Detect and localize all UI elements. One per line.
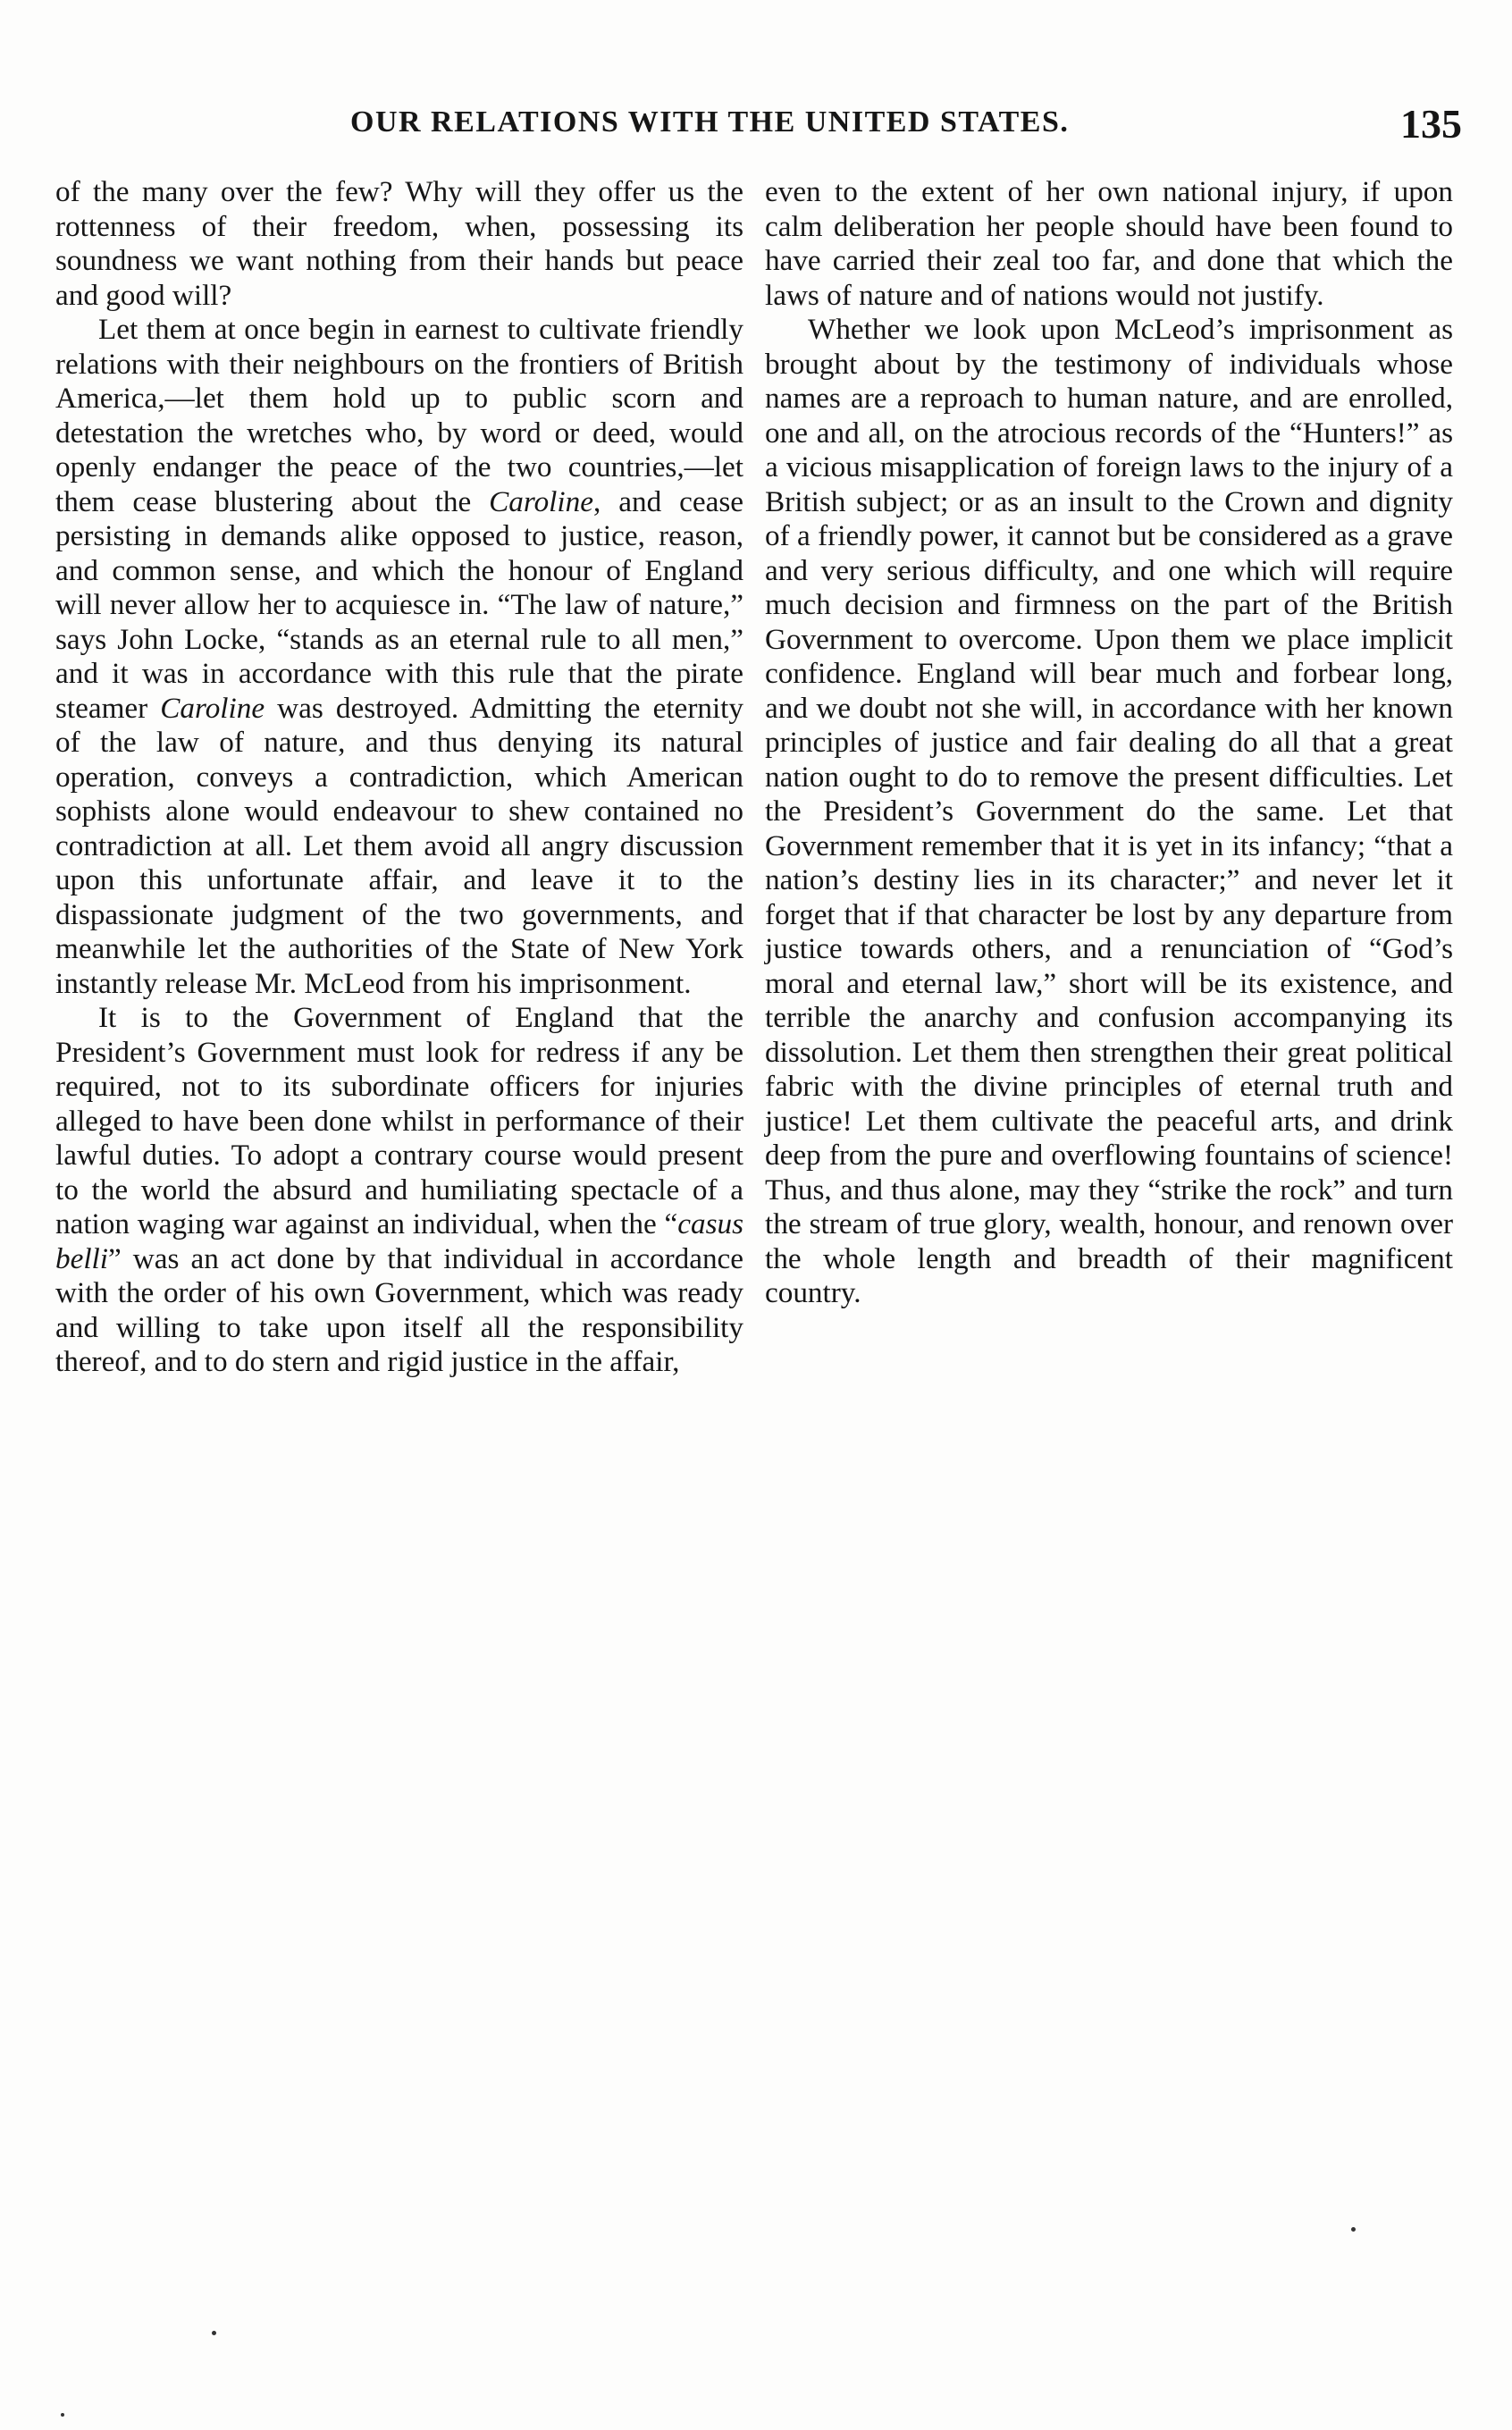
page-number: 135	[1400, 101, 1462, 147]
paragraph-mcleod-imprisonment: Whether we look upon McLeod’s imprisonment as brought about by the testimony of individuals whose names are a reproach to human nature, and are enrolled, one and all, on the atrocious records of the “Hunters!” as a vicious misapplication of foreign laws to the injury of a British subject; or as an insult to the Crown and dignity of a friendly power, it cannot but be considered as a grave and very serious difficulty, and one which will require much decision and firmness on the part of the British Government to overcome. Upon them we place implicit confidence. England will bear much and forbear long, and we doubt not she will, in accordance with her known principles of justice and fair dealing do all that a great nation ought to do to remove the present difficulties. Let the President’s Government do the same. Let that Government remember that it is yet in its infancy; “that a nation’s destiny lies in its character;” and never let it forget that if that character be lost by any departure from justice towards others, and a renunciation of “God’s moral and eternal law,” short will be its existence, and terrible the anarchy and confusion accompanying its dissolution. Let them then strengthen their great political fabric with the divine principles of eternal truth and justice! Let them cultivate the peaceful arts, and drink deep from the pure and overflowing fountains of science! Thus, and thus alone, may they “strike the rock” and turn the stream of true glory, wealth, honour, and renown over the whole length and breadth of their magnificent country.	[765, 313, 1453, 1309]
ship-name-caroline: Caroline	[489, 484, 593, 518]
paragraph-continued: of the many over the few? Why will they offer us the rottenness of their freedom, when, possessing its soundness we want nothing from their hands but peace and good will?	[55, 175, 743, 312]
paragraph-continued: even to the extent of her own national injury, if upon calm deliberation her people should have been found to have carried their zeal too far, and done that which the laws of nature and of nations would not justify.	[765, 175, 1453, 312]
text-run: , and cease persisting in demands alike opposed to justice, reason, and common sense, and which the honour of England will never allow her to acquiesce in. “The law of nature,” says John Locke, “stands as an eternal rule to all men,” and it was in accordance with this rule that the pirate steamer	[55, 484, 743, 725]
right-column	[765, 175, 1453, 1311]
print-speck	[1351, 2227, 1356, 2232]
print-speck	[61, 2413, 64, 2417]
paragraph-cultivate-relations	[55, 313, 743, 1001]
casus-belli: casus belli	[55, 1207, 743, 1275]
text-run: ” was an act done by that individual in accordance with the order of his own Government, which was ready and willing to take upon itself all the responsibility thereof, and to do stern and rigid justice in the affair,	[55, 1241, 743, 1378]
paragraph-government-redress	[55, 1001, 743, 1380]
page-header	[0, 101, 1512, 159]
running-title: OUR RELATIONS WITH THE UNITED STATES.	[350, 105, 1070, 139]
left-column	[55, 175, 743, 1380]
print-speck	[212, 2331, 216, 2335]
text-run: It is to the Government of England that the President’s Government must look for redress if any be required, not to its subordinate officers for injuries alleged to have been done whilst in performance of their lawful duties. To adopt a contrary course would present to the world the absurd and humiliating spectacle of a nation waging war against an individual, when the “	[55, 1001, 743, 1240]
text-run: Let them at once begin in earnest to cultivate friendly relations with their neighbours on the frontiers of British America,—let them hold up to public scorn and detestation the wretches who, by word or deed, would openly endanger the peace of the two countries,—let them cease blustering about the	[55, 313, 743, 518]
text-run: was destroyed. Admitting the eternity of the law of nature, and thus denying its natural operation, conveys a contradiction, which American sophists alone would endeavour to shew contained no contradiction at all. Let them avoid all angry discussion upon this unfortunate affair, and leave it to the dispassionate judgment of the two governments, and meanwhile let the authorities of the State of New York instantly release Mr. McLeod from his imprisonment.	[55, 691, 743, 1000]
ship-name-caroline: Caroline	[160, 691, 265, 725]
